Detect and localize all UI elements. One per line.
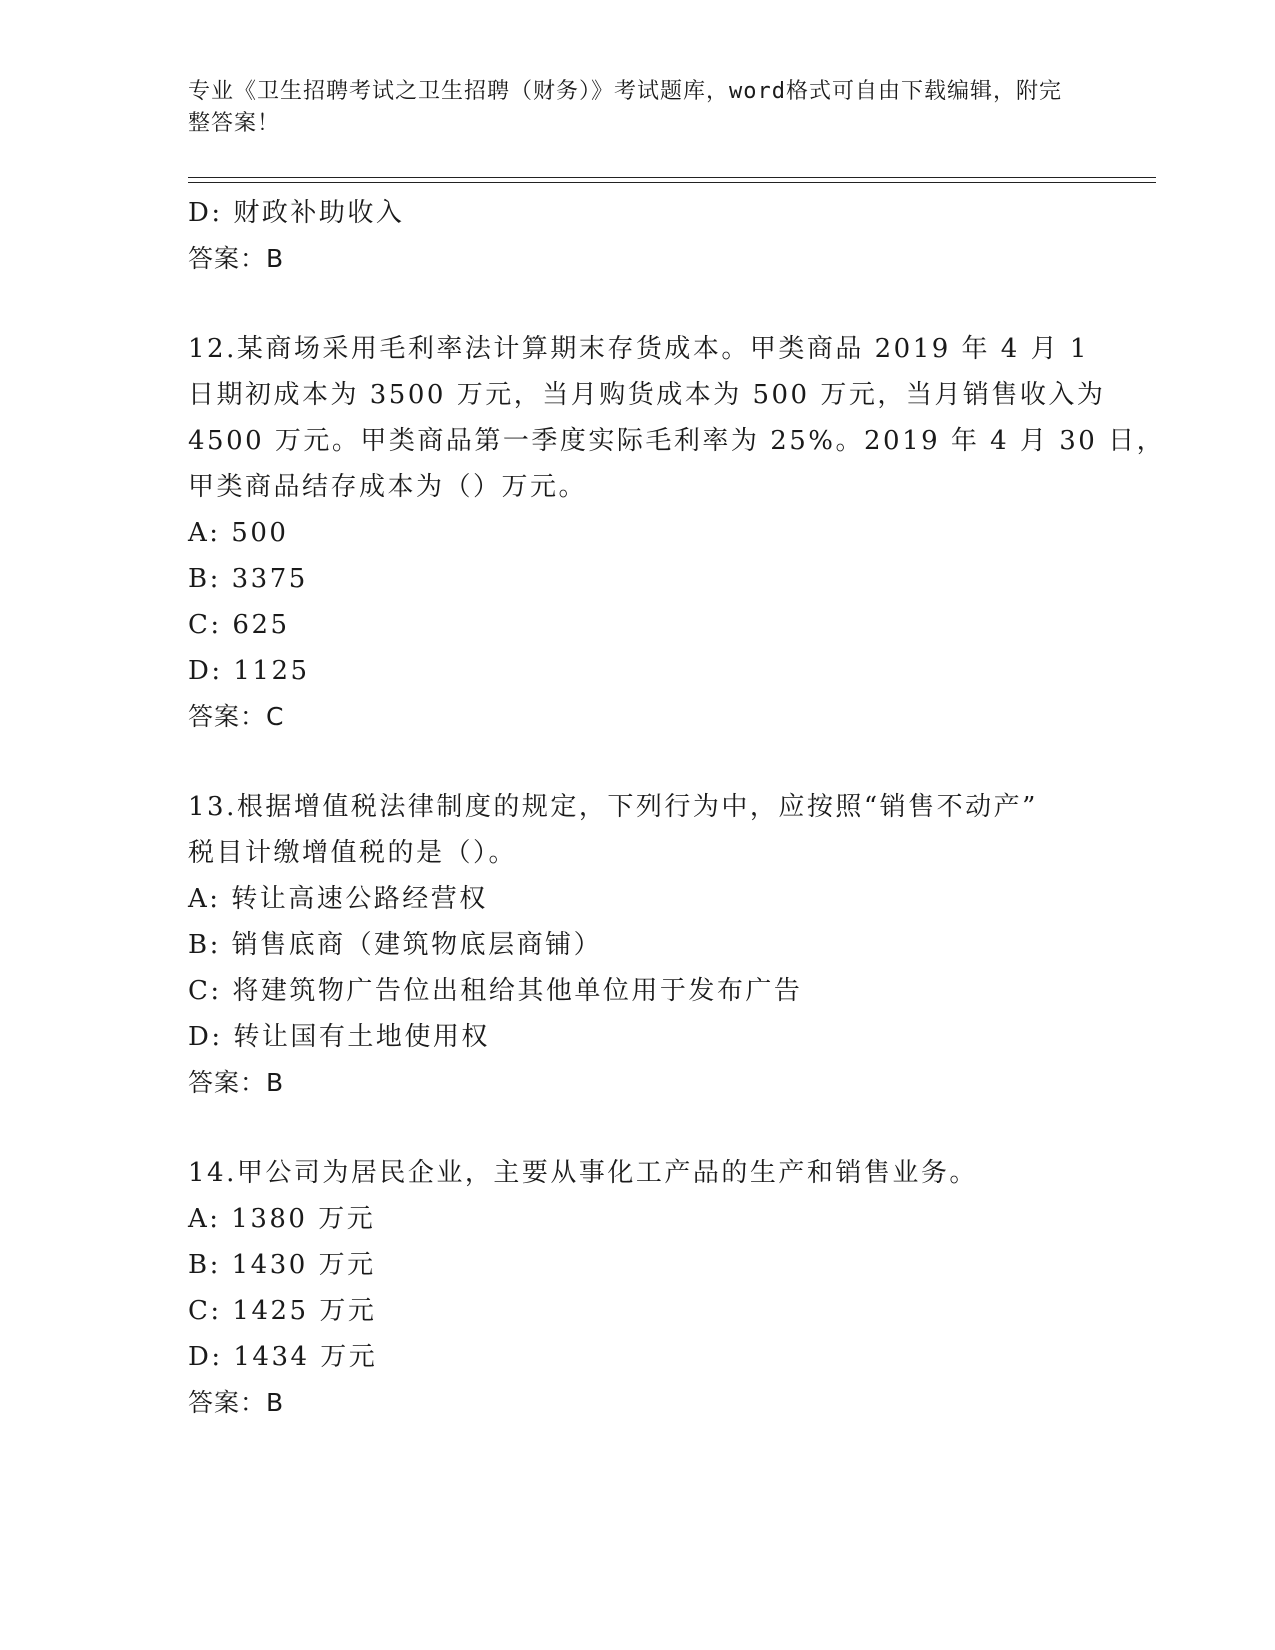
- option-c: C: 1425 万元: [188, 1296, 377, 1326]
- question-line: 13.根据增值税法律制度的规定，下列行为中，应按照“销售不动产”: [188, 792, 1038, 822]
- header-divider-bottom: [188, 182, 1156, 183]
- spacer: [188, 1106, 1088, 1150]
- question-line: 12.某商场采用毛利率法计算期末存货成本。甲类商品 2019 年 4 月 1: [188, 334, 1089, 364]
- option-d: D: 财政补助收入: [188, 198, 405, 228]
- option-d: D: 1434 万元: [188, 1342, 378, 1372]
- question-line: 税目计缴增值税的是（）。: [188, 838, 518, 868]
- answer-line: 答案：B: [188, 1068, 285, 1097]
- option-c: C: 将建筑物广告位出租给其他单位用于发布广告: [188, 976, 803, 1006]
- prev-question-tail: [188, 190, 1088, 282]
- header-divider-top: [188, 177, 1156, 178]
- question-line: 日期初成本为 3500 万元，当月购货成本为 500 万元，当月销售收入为: [188, 380, 1106, 410]
- question-text: [188, 326, 1166, 510]
- question-line: 甲类商品结存成本为（）万元。: [188, 472, 588, 502]
- question-line: 14.甲公司为居民企业，主要从事化工产品的生产和销售业务。: [188, 1158, 978, 1188]
- option-a: A: 转让高速公路经营权: [188, 884, 488, 914]
- option-a: A: 1380 万元: [188, 1204, 376, 1234]
- spacer: [188, 282, 1088, 326]
- option-b: B: 1430 万元: [188, 1250, 376, 1280]
- option-d: D: 转让国有土地使用权: [188, 1022, 490, 1052]
- option-a: A: 500: [188, 518, 289, 548]
- answer-line: 答案：C: [188, 702, 285, 731]
- option-d: D: 1125: [188, 656, 310, 686]
- question-text: [188, 1150, 1088, 1196]
- option-b: B: 销售底商（建筑物底层商铺）: [188, 930, 603, 960]
- question-text: [188, 784, 1088, 876]
- header-note: 专业《卫生招聘考试之卫生招聘（财务）》考试题库，word格式可自由下载编辑，附完整答案！: [188, 79, 1062, 136]
- option-c: C: 625: [188, 610, 290, 640]
- question-line: 4500 万元。甲类商品第一季度实际毛利率为 25%。2019 年 4 月 30 日，: [188, 426, 1166, 456]
- question-14: [188, 1150, 1088, 1426]
- question-12: [188, 326, 1166, 740]
- question-13: [188, 784, 1088, 1106]
- question-content: [188, 190, 1166, 1426]
- option-b: B: 3375: [188, 564, 308, 594]
- spacer: [188, 740, 1088, 784]
- answer-line: 答案：B: [188, 244, 285, 273]
- answer-line: 答案：B: [188, 1388, 285, 1417]
